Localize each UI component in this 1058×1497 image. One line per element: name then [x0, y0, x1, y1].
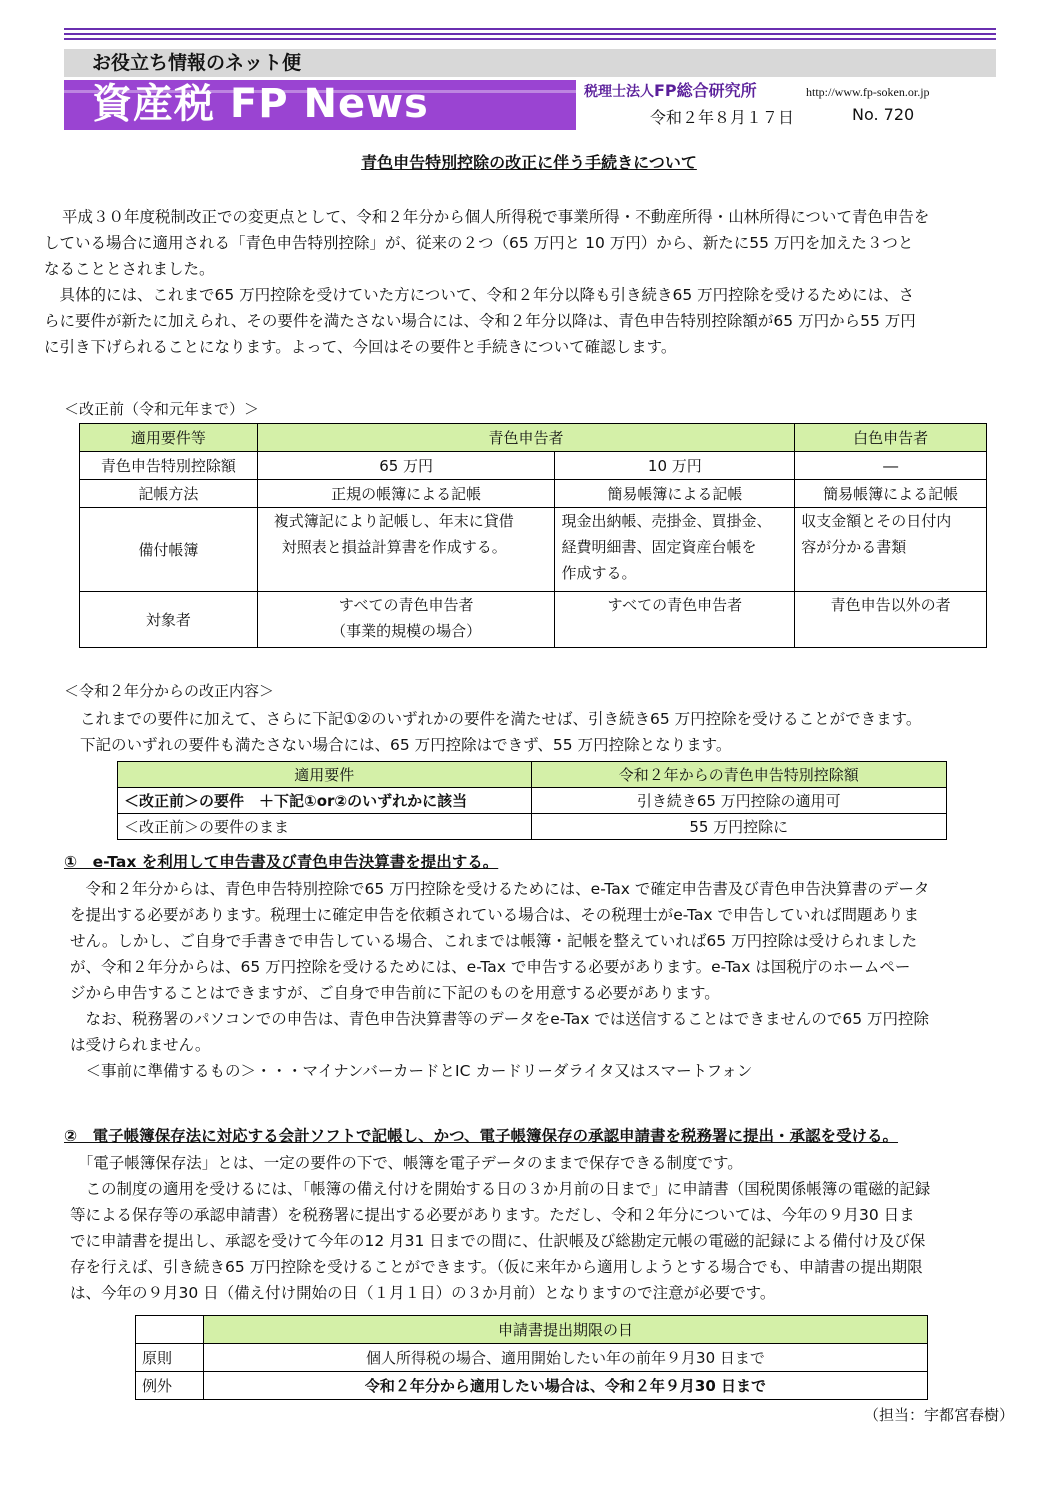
table-cell: 対象者 [80, 592, 258, 648]
table-header-cell: 適用要件 [118, 762, 532, 788]
item2-line: この制度の適用を受けるには、「帳簿の備え付けを開始する日の３か月前の日まで」に申請書（国税関係帳簿の電磁的記録 [70, 1180, 931, 1198]
intro-line: 平成３０年度税制改正での変更点として、令和２年分から個人所得税で事業所得・不動産所得・山林所得について青色申告を [62, 208, 930, 226]
item1-line: は受けられません。 [70, 1036, 211, 1054]
item1-line: なお、税務署のパソコンでの申告は、青色申告決算書等のデータをe-Tax では送信することはできませんので65 万円控除 [70, 1010, 930, 1028]
item2-line: 等による保存等の承認申請書）を税務署に提出する必要があります。ただし、令和２年分については、今年の９月30 日ま [70, 1206, 915, 1224]
item1-line: せん。しかし、ご自身で手書きで申告している場合、これまでは帳簿・記帳を整えていれば65 万円控除は受けられました [70, 932, 918, 950]
intro-line: に引き下げられることになります。よって、今回はその要件と手続きについて確認します。 [44, 338, 677, 356]
table-cell: 10 万円 [555, 452, 795, 480]
table-cell: 55 万円控除に [531, 814, 946, 840]
item1-line: ジから申告することはできますが、ご自身で申告前に下記のものを用意する必要があります。 [70, 984, 720, 1002]
table-cell: 記帳方法 [80, 480, 258, 508]
after-section-text [80, 706, 921, 758]
table-cell-multiline [257, 592, 555, 648]
item1-line: を提出する必要があります。税理士に確定申告を依頼されている場合は、その税理士がe-Tax で申告していれば問題ありま [70, 906, 919, 924]
firm-prefix: 税理士法人 [584, 84, 654, 100]
firm-name [584, 82, 757, 101]
table-row [80, 452, 987, 480]
table-cell: 簡易帳簿による記帳 [555, 480, 795, 508]
table-header-blank [136, 1316, 204, 1344]
table-row [80, 480, 987, 508]
table-header-cell: 白色申告者 [795, 424, 987, 452]
item1-line: 令和２年分からは、青色申告特別控除で65 万円控除を受けるためには、e-Tax で確定申告書及び青色申告決算書のデータ [70, 880, 930, 898]
cell-line: 収支金額とその日付内 [801, 512, 952, 530]
item2-line: は、今年の９月30 日（備え付け開始の日（１月１日）の３か月前）となりますので注意が必要です。 [70, 1284, 776, 1302]
cell-line: 経費明細書、固定資産台帳を [561, 538, 757, 556]
cell-line: すべての青色申告者 [338, 596, 474, 614]
item2-line: 存を行えば、引き続き65 万円控除を受けることができます。（仮に来年から適用しようとする場合でも、申請書の提出期限 [70, 1258, 923, 1276]
cell-line: 対照表と損益計算書を作成する。 [281, 538, 507, 556]
after-line: 下記のいずれの要件も満たさない場合には、65 万円控除はできず、55 万円控除となります。 [80, 736, 732, 754]
item1-line: が、令和２年分からは、65 万円控除を受けるためには、e-Tax で申告する必要があります。e-Tax は国税庁のホームペー [70, 958, 911, 976]
after-table [117, 761, 947, 840]
cell-line: （事業的規模の場合） [331, 622, 482, 640]
table-cell-multiline [795, 508, 987, 592]
table-header-cell: 令和２年からの青色申告特別控除額 [531, 762, 946, 788]
cell-line: 作成する。 [561, 564, 637, 582]
table-cell: 個人所得税の場合、適用開始したい年の前年９月30 日まで [203, 1344, 927, 1372]
table-cell: 65 万円 [257, 452, 555, 480]
table-header-row [118, 762, 947, 788]
table-cell-multiline [555, 508, 795, 592]
table-row [136, 1344, 928, 1372]
contact-person: （担当：宇都宮春樹） [864, 1406, 1015, 1424]
table-header-cell: 青色申告者 [257, 424, 794, 452]
header-subtitle: お役立ち情報のネット便 [92, 52, 302, 74]
table-header-row [136, 1316, 928, 1344]
table-cell-multiline [257, 508, 555, 592]
table-header-row [80, 424, 987, 452]
firm-url[interactable]: http://www.fp-soken.or.jp [806, 85, 930, 99]
intro-line: なることとされました。 [44, 260, 215, 278]
item2-line: でに申請書を提出し、承認を受けて今年の12 月31 日までの間に、仕訳帳及び総勘定元帳の電磁的記録による備付け及び保 [70, 1232, 926, 1250]
table-row [136, 1372, 928, 1400]
table-cell: 備付帳簿 [80, 508, 258, 592]
issue-number: No. 720 [852, 105, 915, 124]
deadline-table [135, 1315, 928, 1400]
item1-line: ＜事前に準備するもの＞・・・マイナンバーカードとIC カードリーダライタ又はスマートフォン [70, 1062, 753, 1080]
item1-paragraph [70, 876, 929, 1084]
item2-paragraph [70, 1150, 930, 1306]
intro-paragraph [44, 204, 929, 360]
table-row [118, 788, 947, 814]
table-cell: ＜改正前＞の要件 ＋下記①or②のいずれかに該当 [118, 788, 532, 814]
table-cell: 令和２年分から適用したい場合は、令和２年９月30 日まで [203, 1372, 927, 1400]
table-cell: 青色申告特別控除額 [80, 452, 258, 480]
cell-line: 複式簿記により記帳し、年末に貸借 [273, 512, 514, 530]
table-row [118, 814, 947, 840]
before-table [79, 423, 987, 648]
header-rule-lines [64, 28, 996, 43]
table-cell: 青色申告以外の者 [795, 592, 987, 648]
after-section-label: ＜令和２年分からの改正内容＞ [64, 682, 275, 700]
table-row [80, 508, 987, 592]
table-cell: 簡易帳簿による記帳 [795, 480, 987, 508]
before-section-label: ＜改正前（令和元年まで）＞ [64, 400, 260, 418]
item2-line: 「電子帳簿保存法」とは、一定の要件の下で、帳簿を電子データのままで保存できる制度です。 [70, 1154, 743, 1172]
table-cell: ― [795, 452, 987, 480]
table-cell: 正規の帳簿による記帳 [257, 480, 555, 508]
table-cell: すべての青色申告者 [555, 592, 795, 648]
after-line: これまでの要件に加えて、さらに下記①②のいずれかの要件を満たせば、引き続き65 万円控除を受けることができます。 [80, 710, 922, 728]
firm-name-main: FP総合研究所 [654, 81, 757, 100]
intro-line: している場合に適用される「青色申告特別控除」が、従来の２つ（65 万円と 10 万円）から、新たに55 万円を加えた３つと [44, 234, 914, 252]
intro-line: 具体的には、これまで65 万円控除を受けていた方について、令和２年分以降も引き続き65 万円控除を受けるためには、さ [44, 286, 915, 304]
item1-heading: ① e-Tax を利用して申告書及び青色申告決算書を提出する。 [64, 853, 499, 871]
cell-line: 現金出納帳、売掛金、買掛金、 [561, 512, 772, 530]
item2-heading: ② 電子帳簿保存法に対応する会計ソフトで記帳し、かつ、電子帳簿保存の承認申請書を税務署に提出・承認を受ける。 [64, 1127, 899, 1145]
table-cell: 原則 [136, 1344, 204, 1372]
article-title: 青色申告特別控除の改正に伴う手続きについて [361, 153, 697, 172]
newsletter-title: 資産税 FP News [92, 81, 429, 127]
table-row [80, 592, 987, 648]
issue-date: 令和２年８月１７日 [650, 108, 795, 127]
table-cell: ＜改正前＞の要件のまま [118, 814, 532, 840]
table-header-cell: 申請書提出期限の日 [203, 1316, 927, 1344]
intro-line: らに要件が新たに加えられ、その要件を満たさない場合には、令和２年分以降は、青色申告特別控除額が65 万円から55 万円 [44, 312, 916, 330]
table-cell: 引き続き65 万円控除の適用可 [531, 788, 946, 814]
table-cell: 例外 [136, 1372, 204, 1400]
table-header-cell: 適用要件等 [80, 424, 258, 452]
cell-line: 容が分かる書類 [801, 538, 907, 556]
